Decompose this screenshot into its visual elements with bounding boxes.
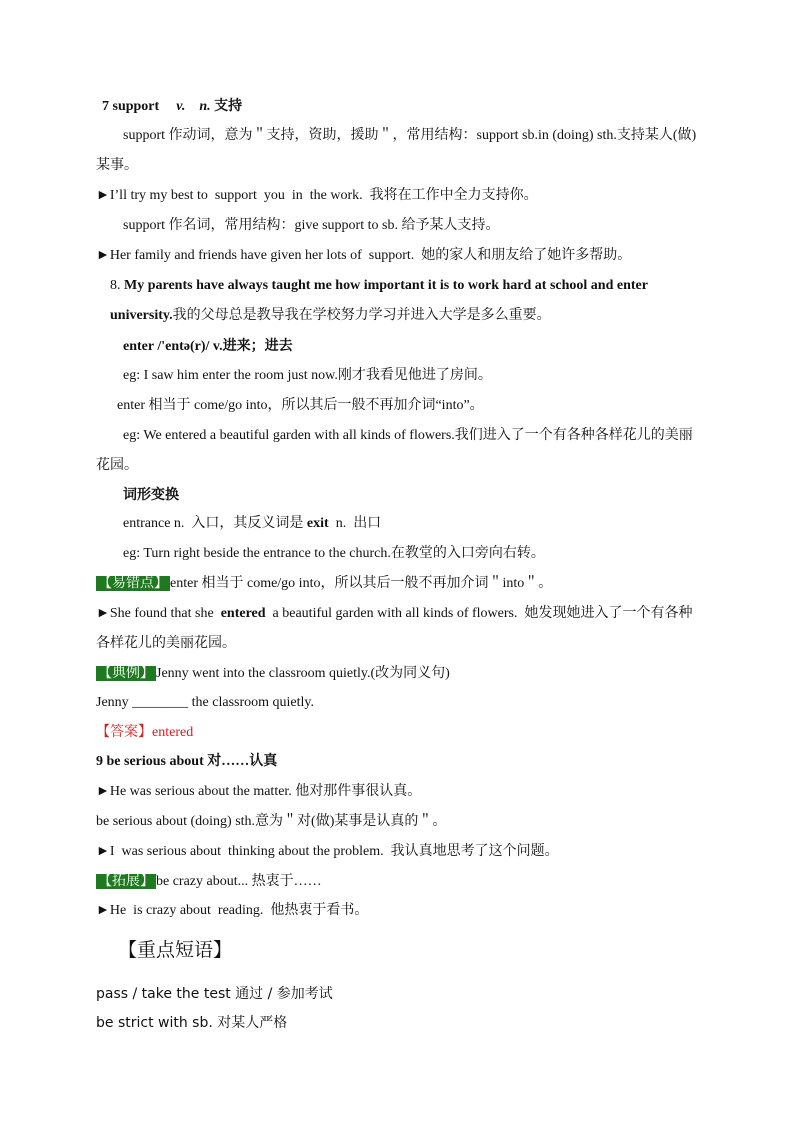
section-7-para-1: support 作动词，意为＂支持，资助，援助＂，常用结构：support sb.in (doing) sth.支持某人(做) <box>123 128 697 143</box>
section-9-title: 9 be serious about 对……认真 <box>96 754 278 769</box>
fill-in-blank: Jenny ________ the classroom quietly. <box>96 695 315 710</box>
phrase-2: be strict with sb. 对某人严格 <box>96 1015 288 1031</box>
mistake-example-post: a beautiful garden with all kinds of flowers. 她发现她进入了一个有各种 <box>265 606 693 621</box>
exit-meaning: n. 出口 <box>328 516 382 531</box>
phrase-1: pass / take the test 通过 / 参加考试 <box>96 986 333 1002</box>
mistake-text: enter 相当于 come/go into，所以其后一般不再加介词＂into＂。 <box>170 576 553 591</box>
extend-tag: 【拓展】 <box>98 874 154 889</box>
section-7-example-2: ►Her family and friends have given her lots of support. 她的家人和朋友给了她许多帮助。 <box>96 248 632 263</box>
enter-example-2: eg: We entered a beautiful garden with all kinds of flowers.我们进入了一个有各种各样花儿的美丽 <box>123 428 693 443</box>
section-8-sentence-en: My parents have always taught me how important it is to work hard at school and enter <box>124 278 648 293</box>
section-7-title <box>102 98 242 116</box>
section-8-num: 8. <box>110 278 121 293</box>
section-7-meaning: 支持 <box>214 99 243 114</box>
section-7-para-2: support 作名词，常用结构：give support to sb. 给予某人支持。 <box>123 218 500 233</box>
entrance-example: eg: Turn right beside the entrance to the church.在教堂的入口旁向右转。 <box>123 546 545 561</box>
extend-example: ►He is crazy about reading. 他热衷于看书。 <box>96 903 369 918</box>
section-8-sentence-cont <box>110 307 551 325</box>
example-tag: 【典例】 <box>98 666 154 681</box>
key-phrases-heading: 【重点短语】 <box>118 939 233 961</box>
entrance-definition <box>123 515 381 533</box>
section-7-pos: v. n. <box>176 99 211 114</box>
extend-note <box>96 873 322 891</box>
section-7-word: 7 support <box>102 99 160 114</box>
section-7-example-1: ►I’ll try my best to support you in the work. 我将在工作中全力支持你。 <box>96 188 538 203</box>
enter-example-1: eg: I saw him enter the room just now.刚才我看见他进了房间。 <box>123 368 492 383</box>
section-8-translation: 我的父母总是教导我在学校努力学习并进入大学是多么重要。 <box>172 308 551 323</box>
section-8-sentence-end: university. <box>110 308 173 323</box>
enter-definition: enter /'entə(r)/ v.进来；进去 <box>123 339 293 354</box>
mistake-tag: 【易错点】 <box>98 576 168 591</box>
section-9-note: be serious about (doing) sth.意为＂对(做)某事是认真的＂。 <box>96 814 447 829</box>
section-9-example-1: ►He was serious about the matter. 他对那件事很认真。 <box>96 784 422 799</box>
mistake-example-bold: entered <box>220 606 266 621</box>
section-9-example-2: ►I was serious about thinking about the problem. 我认真地思考了这个问题。 <box>96 844 559 859</box>
enter-note: enter 相当于 come/go into，所以其后一般不再加介词“into”。 <box>117 398 484 413</box>
exit-word: exit <box>306 516 329 531</box>
section-7-para-1-cont: 某事。 <box>96 158 138 173</box>
typical-example <box>96 665 450 683</box>
answer: 【答案】entered <box>96 725 194 740</box>
word-forms-heading: 词形变换 <box>123 488 179 503</box>
enter-example-2-cont: 花园。 <box>96 458 138 473</box>
mistake-note <box>96 575 552 593</box>
entrance-text: entrance n. 入口，其反义词是 <box>123 516 307 531</box>
section-8-sentence <box>110 277 648 295</box>
mistake-example-pre: ►She found that she <box>96 606 221 621</box>
example-text: Jenny went into the classroom quietly.(改为同义句) <box>156 666 450 681</box>
mistake-example-cont: 各样花儿的美丽花园。 <box>96 636 236 651</box>
mistake-example <box>96 605 692 623</box>
extend-text: be crazy about... 热衷于…… <box>156 874 322 889</box>
